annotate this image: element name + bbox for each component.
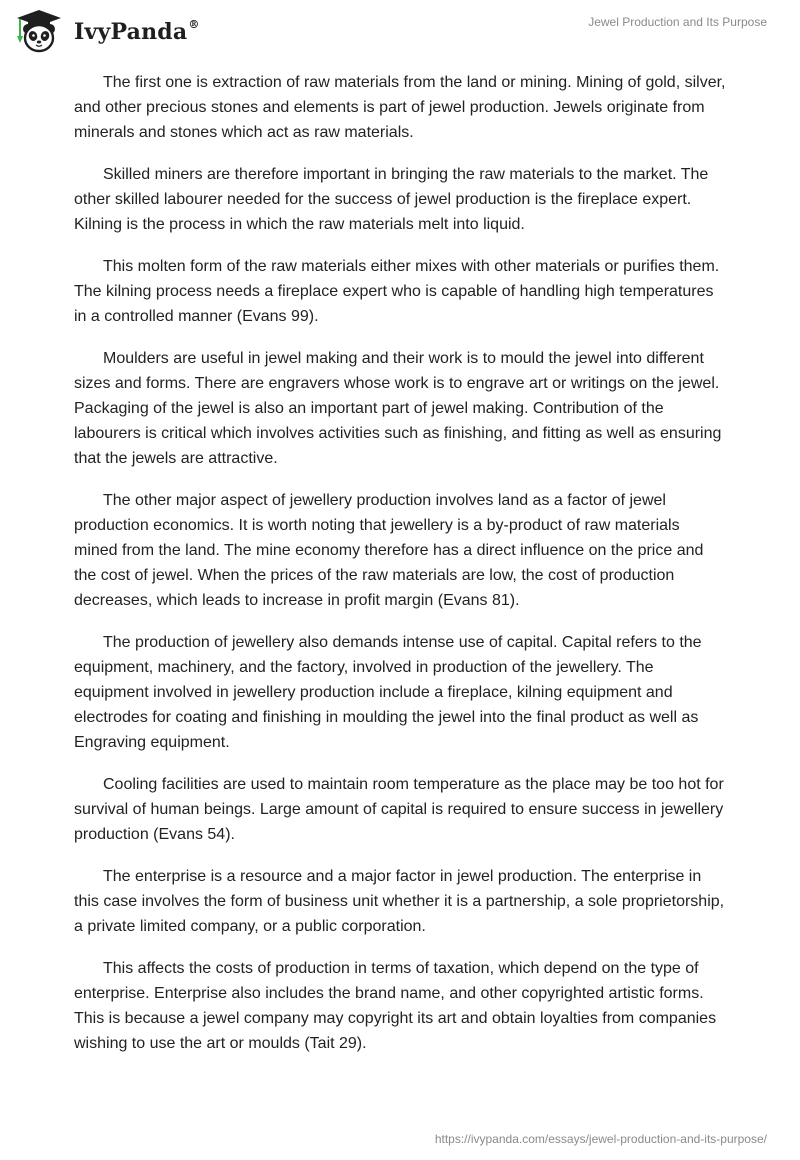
panda-graduate-icon: [14, 8, 64, 54]
brand-name: [74, 19, 200, 45]
paragraph-7: Cooling facilities are used to maintain room temperature as the place may be too hot for survival of human beings. Large amount of capital is required to ensure success in jewellery production (Evans 54).: [74, 776, 724, 843]
paragraph-6: The production of jewellery also demands intense use of capital. Capital refers to the equipment, machinery, and the factory, involved in production of the jewellery. The equipment involved in jewellery production include a fireplace, kilning equipment and electrodes for coating and finishing in moulding the jewel into the final product as well as Engraving equipment.: [74, 634, 702, 751]
paragraph-9: This affects the costs of production in terms of taxation, which depend on the type of enterprise. Enterprise also includes the brand name, and other copyrighted artistic forms. This is because a jewel company may copyright its art and obtain loyalties from companies wishing to use the art or moulds (Tait 29).: [74, 960, 717, 1052]
brand-name-text: IvyPanda: [74, 19, 188, 45]
paragraph-8: The enterprise is a resource and a major factor in jewel production. The enterprise in this case involves the form of business unit whether it is a partnership, a sole proprietorship, a private limited company, or a public corporation.: [74, 868, 725, 935]
paragraph-5: The other major aspect of jewellery production involves land as a factor of jewel production economics. It is worth noting that jewellery is a by-product of raw materials mined from the land. The mine economy therefore has a direct influence on the price and the cost of jewel. When the prices of the raw materials are low, the cost of production decreases, which leads to increase in profit margin (Evans 81).: [74, 492, 704, 609]
paragraph-1: The first one is extraction of raw materials from the land or mining. Mining of gold, silver, and other precious stones and elements is part of jewel production. Jewels originate from minerals and stones which act as raw materials.: [74, 74, 726, 141]
source-url[interactable]: https://ivypanda.com/essays/jewel-production-and-its-purpose/: [434, 1132, 767, 1146]
paragraph-4: Moulders are useful in jewel making and their work is to mould the jewel into different sizes and forms. There are engravers whose work is to engrave art or writings on the jewel. Packaging of the jewel is also an important part of jewel making. Contribution of the labourers is critical which involves activities such as finishing, and fitting as well as ensuring that the jewels are attractive.: [74, 350, 722, 467]
page-header: [0, 0, 800, 60]
paragraph-3: This molten form of the raw materials either mixes with other materials or purifies them. The kilning process needs a fireplace expert who is capable of handling high temperatures in a controlled manner (Evans 99).: [74, 258, 720, 325]
paragraph-2: Skilled miners are therefore important in bringing the raw materials to the market. The other skilled labourer needed for the success of jewel production is the fireplace expert. Kilning is the process in which the raw materials melt into liquid.: [74, 166, 709, 233]
document-title: Jewel Production and Its Purpose: [588, 15, 767, 29]
registered-mark: ®: [188, 17, 200, 31]
brand-logo[interactable]: [14, 8, 200, 54]
essay-body: [74, 70, 726, 1073]
